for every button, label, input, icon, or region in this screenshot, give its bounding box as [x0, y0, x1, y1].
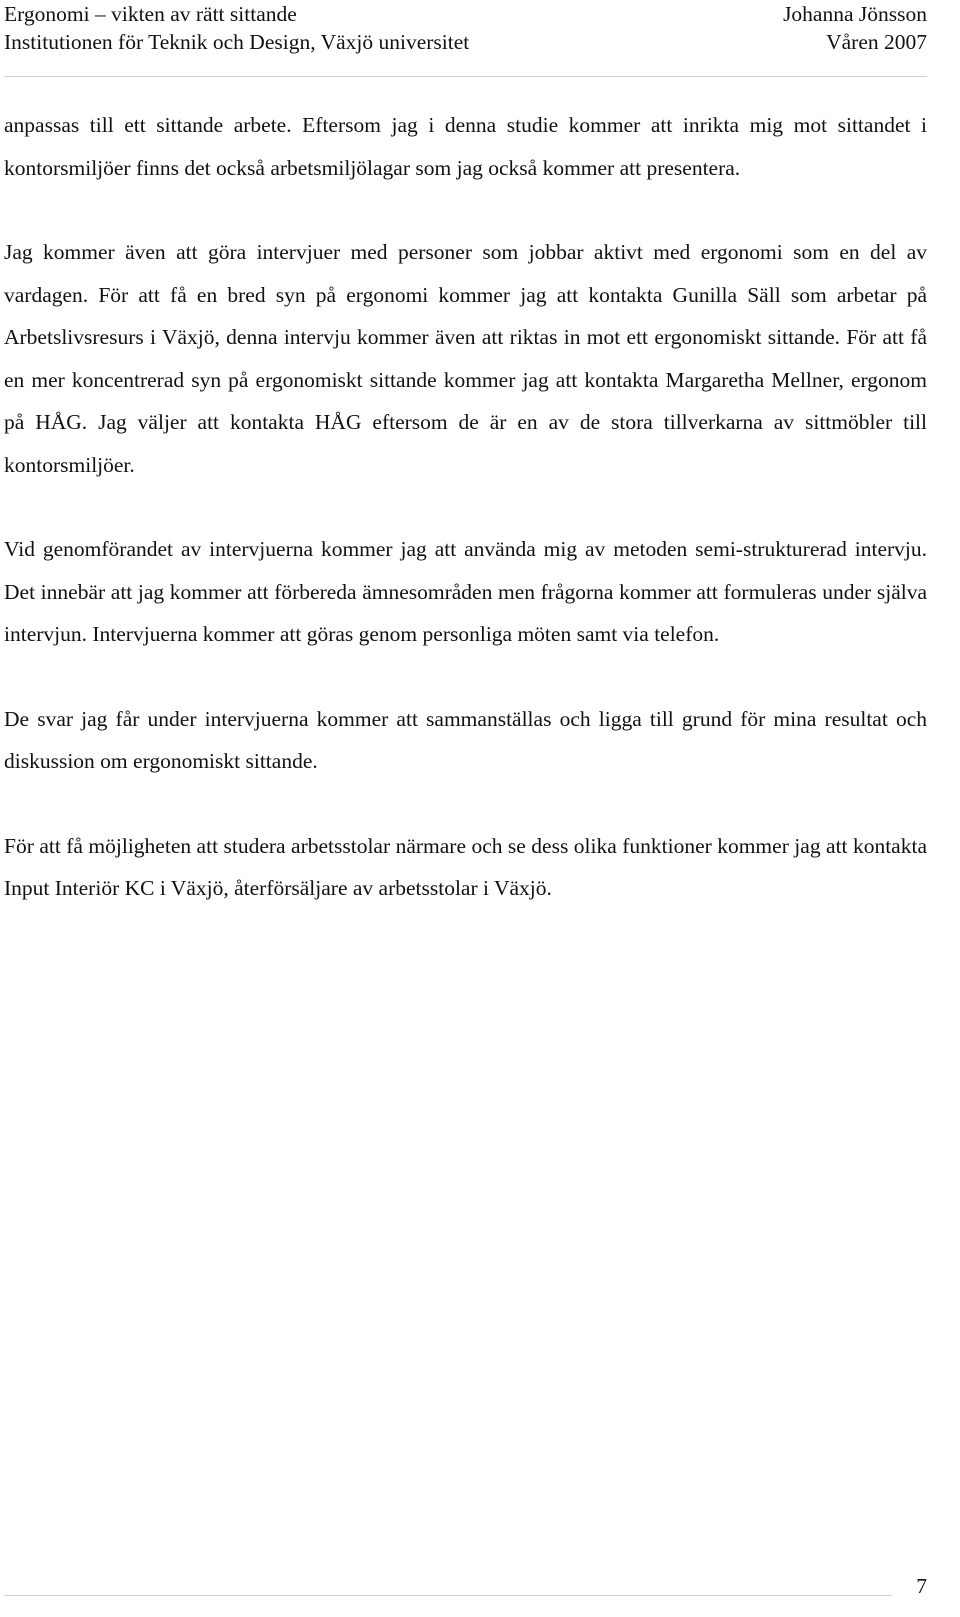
page-header [4, 0, 927, 56]
body-text [4, 104, 927, 910]
paragraph-5: För att få möjligheten att studera arbetsstolar närmare och se dess olika funktioner kommer jag att kontakta Input Interiör KC i Växjö, återförsäljare av arbetsstolar i Växjö. [4, 833, 927, 900]
header-row-top [4, 0, 927, 28]
page-number: 7 [916, 1574, 927, 1598]
paragraph-3: Vid genomförandet av intervjuerna kommer jag att använda mig av metoden semi-strukturerad intervju. Det innebär att jag kommer att förbereda ämnesområden men frågorna kommer att formuleras under själva intervjun. Intervjuerna kommer att göras genom personliga möten samt via telefon. [4, 537, 927, 646]
term-label: Våren 2007 [826, 30, 927, 54]
header-row-bottom [4, 28, 927, 56]
paragraph-1: anpassas till ett sittande arbete. Eftersom jag i denna studie kommer att inrikta mig mot sittandet i kontorsmiljöer finns det också arbetsmiljölagar som jag också kommer att presentera. [4, 113, 927, 180]
footer-divider [4, 1595, 892, 1596]
institution-name: Institutionen för Teknik och Design, Växjö universitet [4, 30, 470, 54]
header-divider [4, 76, 927, 77]
paragraph-2: Jag kommer även att göra intervjuer med personer som jobbar aktivt med ergonomi som en del av vardagen. För att få en bred syn på ergonomi kommer jag att kontakta Gunilla Säll som arbetar på Arbetslivsresurs i Växjö, denna intervju kommer även att riktas in mot ett ergonomiskt sittande. För att få en mer koncentrerad syn på ergonomiskt sittande kommer jag att kontakta Margaretha Mellner, ergonom på HÅG. Jag väljer att kontakta HÅG eftersom de är en av de stora tillverkarna av sittmöbler till kontorsmiljöer. [4, 240, 927, 477]
document-title: Ergonomi – vikten av rätt sittande [4, 2, 297, 26]
author-name: Johanna Jönsson [783, 2, 927, 26]
paragraph-4: De svar jag får under intervjuerna kommer att sammanställas och ligga till grund för mina resultat och diskussion om ergonomiskt sittande. [4, 706, 927, 773]
